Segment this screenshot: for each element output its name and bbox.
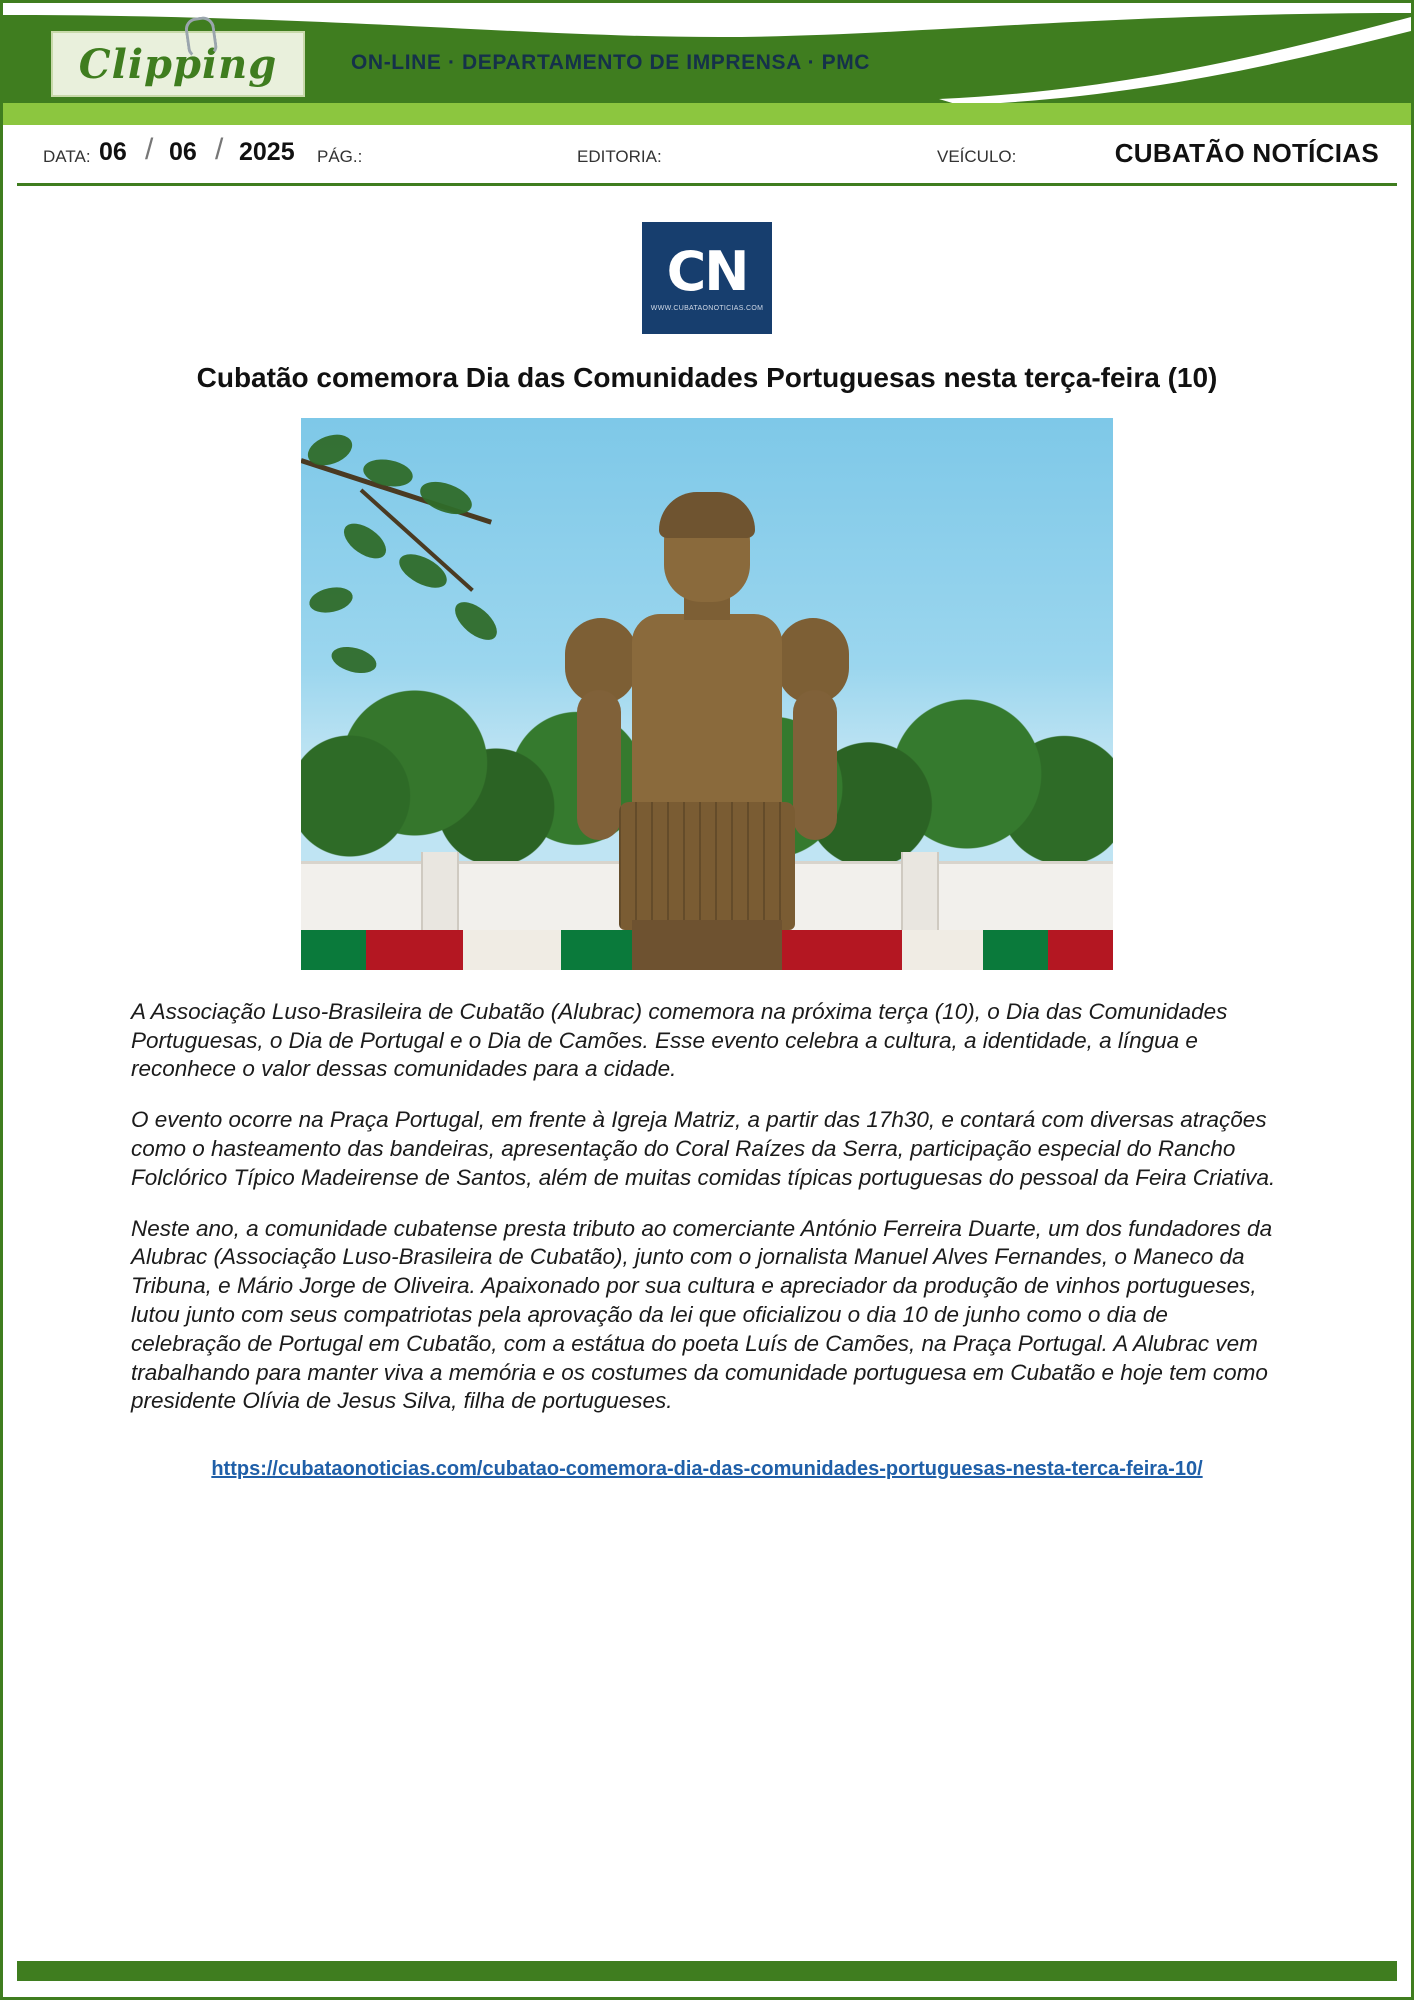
page-label: PÁG.: (317, 147, 363, 166)
date-separator-1: / (145, 133, 154, 166)
date-day: 06 (99, 138, 127, 166)
header-lightgreen-band (3, 103, 1411, 125)
clipping-logo-box (51, 31, 305, 97)
date-month: 06 (169, 138, 197, 166)
statue-tunic (619, 802, 795, 930)
metadata-row (17, 125, 1397, 186)
date-year: 2025 (239, 138, 295, 166)
header-subtitle: ON-LINE · DEPARTAMENTO DE IMPRENSA · PMC (351, 51, 871, 74)
clipping-logo-text: Clipping (78, 40, 278, 88)
statue-legs (632, 920, 782, 970)
leaf (307, 584, 355, 617)
flag-segment-green (983, 930, 1048, 970)
source-link-wrap (133, 1456, 1281, 1483)
footer-green-band (17, 1961, 1397, 1981)
statue-torso (632, 614, 782, 814)
article-photo (301, 418, 1113, 970)
flag-segment-red (1048, 930, 1113, 970)
logo-website-text: WWW.CUBATAONOTICIAS.COM (650, 304, 764, 312)
date-label: DATA: (43, 147, 91, 166)
veiculo-value: CUBATÃO NOTÍCIAS (1114, 138, 1379, 168)
date-separator-2: / (215, 133, 224, 166)
article-content (3, 186, 1411, 1483)
outlet-logo-wrap (3, 222, 1411, 334)
flag-segment-white (463, 930, 560, 970)
veiculo-label: VEÍCULO: (937, 147, 1017, 166)
article-paragraph: Neste ano, a comunidade cubatense presta tributo ao comerciante António Ferreira Duarte, um dos fundadores da Alubrac (Associação Luso-Brasileira de Cubatão), junto com o jornalista Manuel Alves Fernandes, o Maneco da Tribuna, e Mário Jorge de Oliveira. Apaixonado por sua cultura e apreciador da produção de vinhos portugueses, lutou junto com seus compatriotas pela aprovação da lei que oficializou o dia 10 de junho como o dia de celebração de Portugal em Cubatão, com a estátua do poeta Luís de Camões, na Praça Portugal. A Alubrac vem trabalhando para manter viva a memória e os costumes da comunidade portuguesa em Cubatão e hoje tem como presidente Olívia de Jesus Silva, filha de portugueses. (131, 1215, 1273, 1414)
article-photo-wrap (3, 418, 1411, 970)
statue-arm-right (793, 690, 837, 840)
article-body (131, 998, 1283, 1416)
flag-segment-white (902, 930, 983, 970)
editoria-label: EDITORIA: (577, 147, 662, 166)
source-url-link[interactable]: https://cubataonoticias.com/cubatao-comemora-dia-das-comunidades-portuguesas-nesta-terca-feira-10/ (211, 1458, 1203, 1481)
page-header (3, 3, 1411, 125)
leaf (394, 547, 452, 594)
camoes-statue (557, 490, 857, 970)
wall-post (901, 852, 939, 930)
flag-segment-red (366, 930, 463, 970)
wall-post (421, 852, 459, 930)
cubatao-noticias-logo (642, 222, 772, 334)
leaf (338, 516, 392, 565)
leaf (448, 595, 503, 647)
article-paragraph: A Associação Luso-Brasileira de Cubatão (Alubrac) comemora na próxima terça (10), o Dia das Comunidades Portuguesas, o Dia de Portugal e o Dia de Camões. Esse evento celebra a cultura, a identidade, a língua e reconhece o valor dessas comunidades para a cidade. (131, 998, 1228, 1082)
statue-arm-left (577, 690, 621, 840)
article-headline: Cubatão comemora Dia das Comunidades Portuguesas nesta terça-feira (10) (196, 362, 1218, 393)
statue-hair (659, 492, 755, 538)
article-paragraph: O evento ocorre na Praça Portugal, em frente à Igreja Matriz, a partir das 17h30, e contará com diversas atrações como o hasteamento das bandeiras, apresentação do Coral Raízes da Serra, participação especial do Rancho Folclórico Típico Madeirense de Santos, além de muitas comidas típicas portuguesas do pessoal da Feira Criativa. (131, 1107, 1276, 1190)
flag-segment-green (301, 930, 366, 970)
logo-monogram: CN (666, 239, 748, 303)
page-footer (3, 1951, 1411, 1997)
